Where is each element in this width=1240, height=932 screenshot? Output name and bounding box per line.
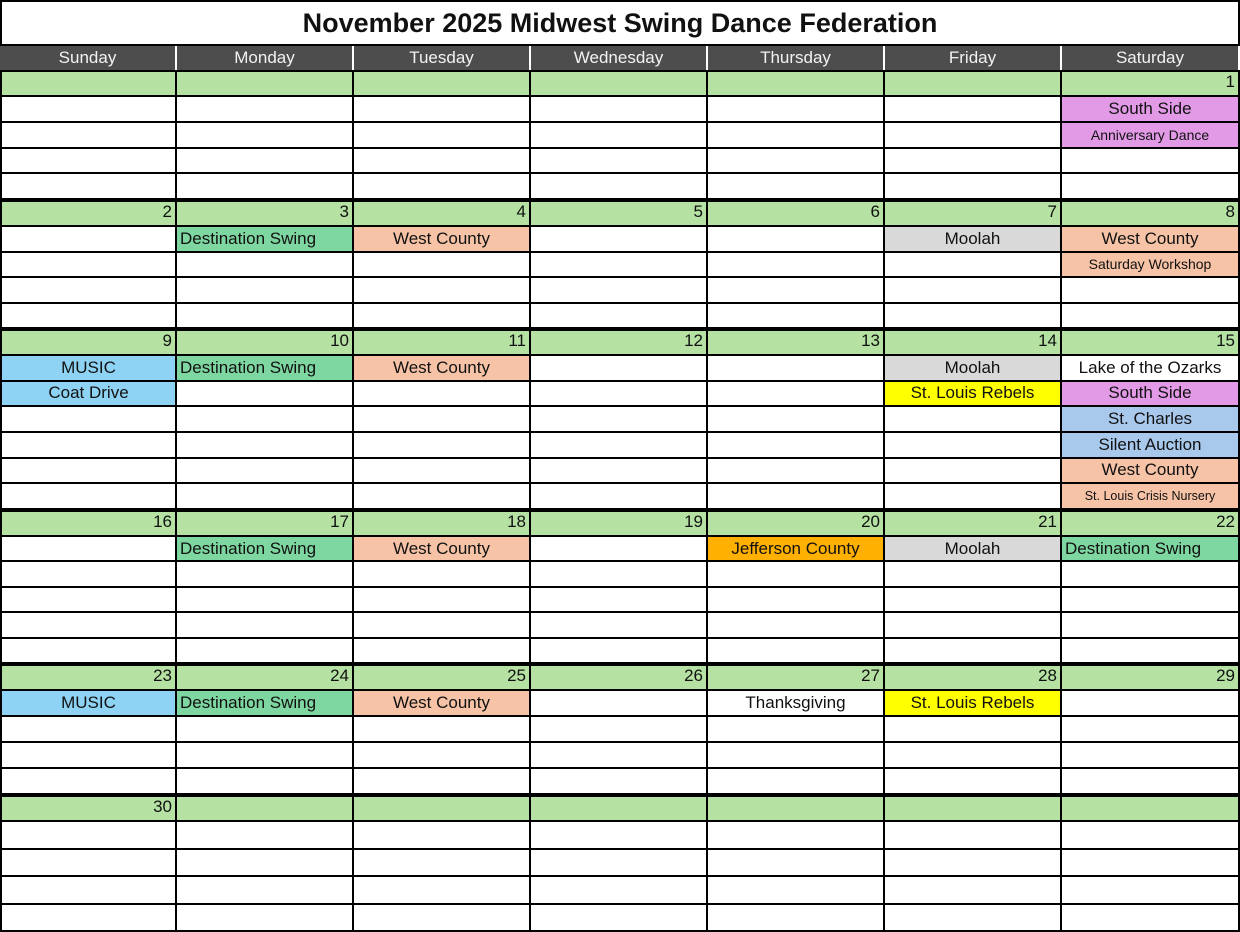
empty-slot: [0, 433, 177, 459]
empty-slot: [885, 484, 1062, 510]
empty-slot: [0, 717, 177, 743]
empty-slot: [354, 97, 531, 123]
empty-slot: [708, 613, 885, 638]
event-entry: Anniversary Dance: [1062, 123, 1240, 149]
date-cell: 27: [708, 664, 885, 691]
empty-slot: [531, 613, 708, 638]
date-cell: [531, 795, 708, 822]
date-cell: 8: [1062, 200, 1240, 227]
empty-slot: [177, 639, 354, 664]
empty-slot: [1062, 769, 1240, 795]
empty-slot: [531, 905, 708, 932]
empty-slot: [708, 174, 885, 200]
empty-slot: [531, 639, 708, 664]
empty-slot: [885, 850, 1062, 878]
date-cell: 2: [0, 200, 177, 227]
empty-slot: [0, 227, 177, 253]
empty-slot: [1062, 613, 1240, 638]
empty-slot: [708, 639, 885, 664]
date-cell: 18: [354, 510, 531, 537]
empty-slot: [177, 253, 354, 279]
day-header-saturday: Saturday: [1062, 46, 1240, 70]
date-cell: 30: [0, 795, 177, 822]
empty-slot: [177, 304, 354, 330]
empty-slot: [531, 356, 708, 382]
event-entry: St. Charles: [1062, 407, 1240, 433]
empty-slot: [354, 382, 531, 408]
empty-slot: [1062, 691, 1240, 717]
empty-slot: [354, 278, 531, 304]
empty-slot: [1062, 149, 1240, 175]
empty-slot: [354, 588, 531, 613]
date-cell: [177, 70, 354, 97]
empty-slot: [708, 149, 885, 175]
empty-slot: [1062, 822, 1240, 850]
empty-slot: [885, 304, 1062, 330]
empty-slot: [0, 639, 177, 664]
event-entry: Coat Drive: [0, 382, 177, 408]
empty-slot: [1062, 743, 1240, 769]
date-cell: [177, 795, 354, 822]
day-header-tuesday: Tuesday: [354, 46, 531, 70]
empty-slot: [177, 743, 354, 769]
date-cell: 20: [708, 510, 885, 537]
empty-slot: [354, 484, 531, 510]
date-cell: [1062, 795, 1240, 822]
date-cell: 14: [885, 329, 1062, 356]
date-cell: [531, 70, 708, 97]
date-cell: 4: [354, 200, 531, 227]
empty-slot: [708, 123, 885, 149]
empty-slot: [531, 537, 708, 562]
empty-slot: [0, 588, 177, 613]
empty-slot: [885, 97, 1062, 123]
empty-slot: [531, 717, 708, 743]
date-cell: 3: [177, 200, 354, 227]
empty-slot: [0, 97, 177, 123]
event-entry: Destination Swing: [177, 356, 354, 382]
empty-slot: [354, 562, 531, 587]
empty-slot: [885, 433, 1062, 459]
empty-slot: [177, 382, 354, 408]
empty-slot: [708, 562, 885, 587]
empty-slot: [354, 850, 531, 878]
empty-slot: [0, 877, 177, 905]
empty-slot: [885, 877, 1062, 905]
empty-slot: [1062, 562, 1240, 587]
empty-slot: [885, 769, 1062, 795]
empty-slot: [531, 822, 708, 850]
empty-slot: [0, 905, 177, 932]
event-entry: West County: [354, 356, 531, 382]
event-entry: Destination Swing: [1062, 537, 1240, 562]
empty-slot: [0, 278, 177, 304]
empty-slot: [0, 253, 177, 279]
empty-slot: [177, 97, 354, 123]
event-entry: Lake of the Ozarks: [1062, 356, 1240, 382]
calendar-title: November 2025 Midwest Swing Dance Federation: [0, 0, 1240, 46]
empty-slot: [354, 174, 531, 200]
event-entry: MUSIC: [0, 356, 177, 382]
date-cell: 15: [1062, 329, 1240, 356]
date-cell: 24: [177, 664, 354, 691]
event-entry: Thanksgiving: [708, 691, 885, 717]
empty-slot: [0, 743, 177, 769]
empty-slot: [1062, 717, 1240, 743]
date-cell: [708, 795, 885, 822]
event-entry: South Side: [1062, 382, 1240, 408]
empty-slot: [0, 123, 177, 149]
empty-slot: [885, 123, 1062, 149]
empty-slot: [531, 253, 708, 279]
empty-slot: [1062, 639, 1240, 664]
empty-slot: [885, 253, 1062, 279]
empty-slot: [354, 639, 531, 664]
empty-slot: [1062, 304, 1240, 330]
empty-slot: [354, 459, 531, 485]
event-entry: Destination Swing: [177, 691, 354, 717]
empty-slot: [177, 484, 354, 510]
empty-slot: [531, 149, 708, 175]
empty-slot: [531, 174, 708, 200]
empty-slot: [354, 717, 531, 743]
event-entry: West County: [354, 537, 531, 562]
empty-slot: [531, 97, 708, 123]
empty-slot: [708, 304, 885, 330]
date-cell: 5: [531, 200, 708, 227]
empty-slot: [531, 278, 708, 304]
empty-slot: [354, 253, 531, 279]
empty-slot: [1062, 278, 1240, 304]
empty-slot: [0, 149, 177, 175]
empty-slot: [354, 769, 531, 795]
event-entry: St. Louis Rebels: [885, 382, 1062, 408]
event-entry: Destination Swing: [177, 537, 354, 562]
event-entry: Destination Swing: [177, 227, 354, 253]
empty-slot: [885, 459, 1062, 485]
empty-slot: [354, 433, 531, 459]
empty-slot: [885, 613, 1062, 638]
empty-slot: [177, 769, 354, 795]
empty-slot: [531, 304, 708, 330]
empty-slot: [177, 822, 354, 850]
empty-slot: [708, 433, 885, 459]
event-entry: West County: [354, 227, 531, 253]
date-cell: 23: [0, 664, 177, 691]
empty-slot: [531, 743, 708, 769]
empty-slot: [885, 717, 1062, 743]
empty-slot: [177, 459, 354, 485]
empty-slot: [708, 850, 885, 878]
empty-slot: [177, 562, 354, 587]
event-entry: Moolah: [885, 537, 1062, 562]
empty-slot: [177, 588, 354, 613]
empty-slot: [708, 588, 885, 613]
empty-slot: [531, 407, 708, 433]
empty-slot: [885, 588, 1062, 613]
date-cell: 9: [0, 329, 177, 356]
empty-slot: [885, 822, 1062, 850]
date-cell: 19: [531, 510, 708, 537]
empty-slot: [177, 278, 354, 304]
empty-slot: [1062, 877, 1240, 905]
date-cell: [885, 795, 1062, 822]
empty-slot: [531, 850, 708, 878]
date-cell: 6: [708, 200, 885, 227]
empty-slot: [531, 459, 708, 485]
empty-slot: [885, 743, 1062, 769]
empty-slot: [354, 613, 531, 638]
event-entry: West County: [1062, 227, 1240, 253]
empty-slot: [0, 407, 177, 433]
date-cell: [708, 70, 885, 97]
date-cell: 22: [1062, 510, 1240, 537]
date-cell: 7: [885, 200, 1062, 227]
empty-slot: [708, 459, 885, 485]
empty-slot: [531, 123, 708, 149]
empty-slot: [0, 174, 177, 200]
event-entry: St. Louis Rebels: [885, 691, 1062, 717]
date-cell: 11: [354, 329, 531, 356]
event-entry: St. Louis Crisis Nursery: [1062, 484, 1240, 510]
empty-slot: [354, 743, 531, 769]
empty-slot: [0, 484, 177, 510]
empty-slot: [531, 877, 708, 905]
event-entry: West County: [354, 691, 531, 717]
day-header-wednesday: Wednesday: [531, 46, 708, 70]
empty-slot: [885, 407, 1062, 433]
empty-slot: [354, 822, 531, 850]
empty-slot: [177, 123, 354, 149]
empty-slot: [708, 905, 885, 932]
empty-slot: [531, 691, 708, 717]
event-entry: Saturday Workshop: [1062, 253, 1240, 279]
empty-slot: [531, 433, 708, 459]
empty-slot: [354, 877, 531, 905]
date-cell: 21: [885, 510, 1062, 537]
date-cell: 13: [708, 329, 885, 356]
empty-slot: [0, 769, 177, 795]
empty-slot: [708, 743, 885, 769]
empty-slot: [177, 850, 354, 878]
day-header-monday: Monday: [177, 46, 354, 70]
event-entry: MUSIC: [0, 691, 177, 717]
empty-slot: [885, 174, 1062, 200]
empty-slot: [708, 822, 885, 850]
empty-slot: [531, 769, 708, 795]
empty-slot: [0, 822, 177, 850]
empty-slot: [531, 227, 708, 253]
event-entry: Moolah: [885, 356, 1062, 382]
empty-slot: [177, 717, 354, 743]
empty-slot: [354, 304, 531, 330]
empty-slot: [177, 149, 354, 175]
empty-slot: [885, 562, 1062, 587]
date-cell: [354, 795, 531, 822]
event-entry: Jefferson County: [708, 537, 885, 562]
empty-slot: [708, 484, 885, 510]
date-cell: [885, 70, 1062, 97]
empty-slot: [354, 407, 531, 433]
date-cell: 1: [1062, 70, 1240, 97]
empty-slot: [708, 253, 885, 279]
date-cell: 25: [354, 664, 531, 691]
event-entry: South Side: [1062, 97, 1240, 123]
event-entry: Moolah: [885, 227, 1062, 253]
empty-slot: [708, 356, 885, 382]
empty-slot: [708, 227, 885, 253]
empty-slot: [354, 123, 531, 149]
empty-slot: [177, 877, 354, 905]
empty-slot: [0, 304, 177, 330]
day-header-friday: Friday: [885, 46, 1062, 70]
date-cell: 17: [177, 510, 354, 537]
empty-slot: [0, 537, 177, 562]
empty-slot: [0, 459, 177, 485]
empty-slot: [354, 149, 531, 175]
date-cell: [354, 70, 531, 97]
empty-slot: [0, 562, 177, 587]
empty-slot: [1062, 588, 1240, 613]
empty-slot: [1062, 905, 1240, 932]
empty-slot: [177, 433, 354, 459]
date-cell: 12: [531, 329, 708, 356]
empty-slot: [885, 639, 1062, 664]
empty-slot: [885, 278, 1062, 304]
empty-slot: [531, 588, 708, 613]
empty-slot: [708, 717, 885, 743]
empty-slot: [885, 149, 1062, 175]
empty-slot: [531, 562, 708, 587]
event-entry: West County: [1062, 459, 1240, 485]
empty-slot: [0, 850, 177, 878]
empty-slot: [708, 407, 885, 433]
date-cell: 29: [1062, 664, 1240, 691]
date-cell: [0, 70, 177, 97]
empty-slot: [708, 382, 885, 408]
day-header-sunday: Sunday: [0, 46, 177, 70]
empty-slot: [177, 905, 354, 932]
empty-slot: [1062, 174, 1240, 200]
empty-slot: [177, 407, 354, 433]
empty-slot: [708, 769, 885, 795]
event-entry: Silent Auction: [1062, 433, 1240, 459]
empty-slot: [708, 97, 885, 123]
empty-slot: [354, 905, 531, 932]
empty-slot: [531, 382, 708, 408]
empty-slot: [708, 877, 885, 905]
date-cell: 26: [531, 664, 708, 691]
empty-slot: [885, 905, 1062, 932]
date-cell: 28: [885, 664, 1062, 691]
empty-slot: [1062, 850, 1240, 878]
empty-slot: [708, 278, 885, 304]
date-cell: 10: [177, 329, 354, 356]
empty-slot: [177, 174, 354, 200]
date-cell: 16: [0, 510, 177, 537]
empty-slot: [531, 484, 708, 510]
empty-slot: [177, 613, 354, 638]
empty-slot: [0, 613, 177, 638]
day-header-thursday: Thursday: [708, 46, 885, 70]
